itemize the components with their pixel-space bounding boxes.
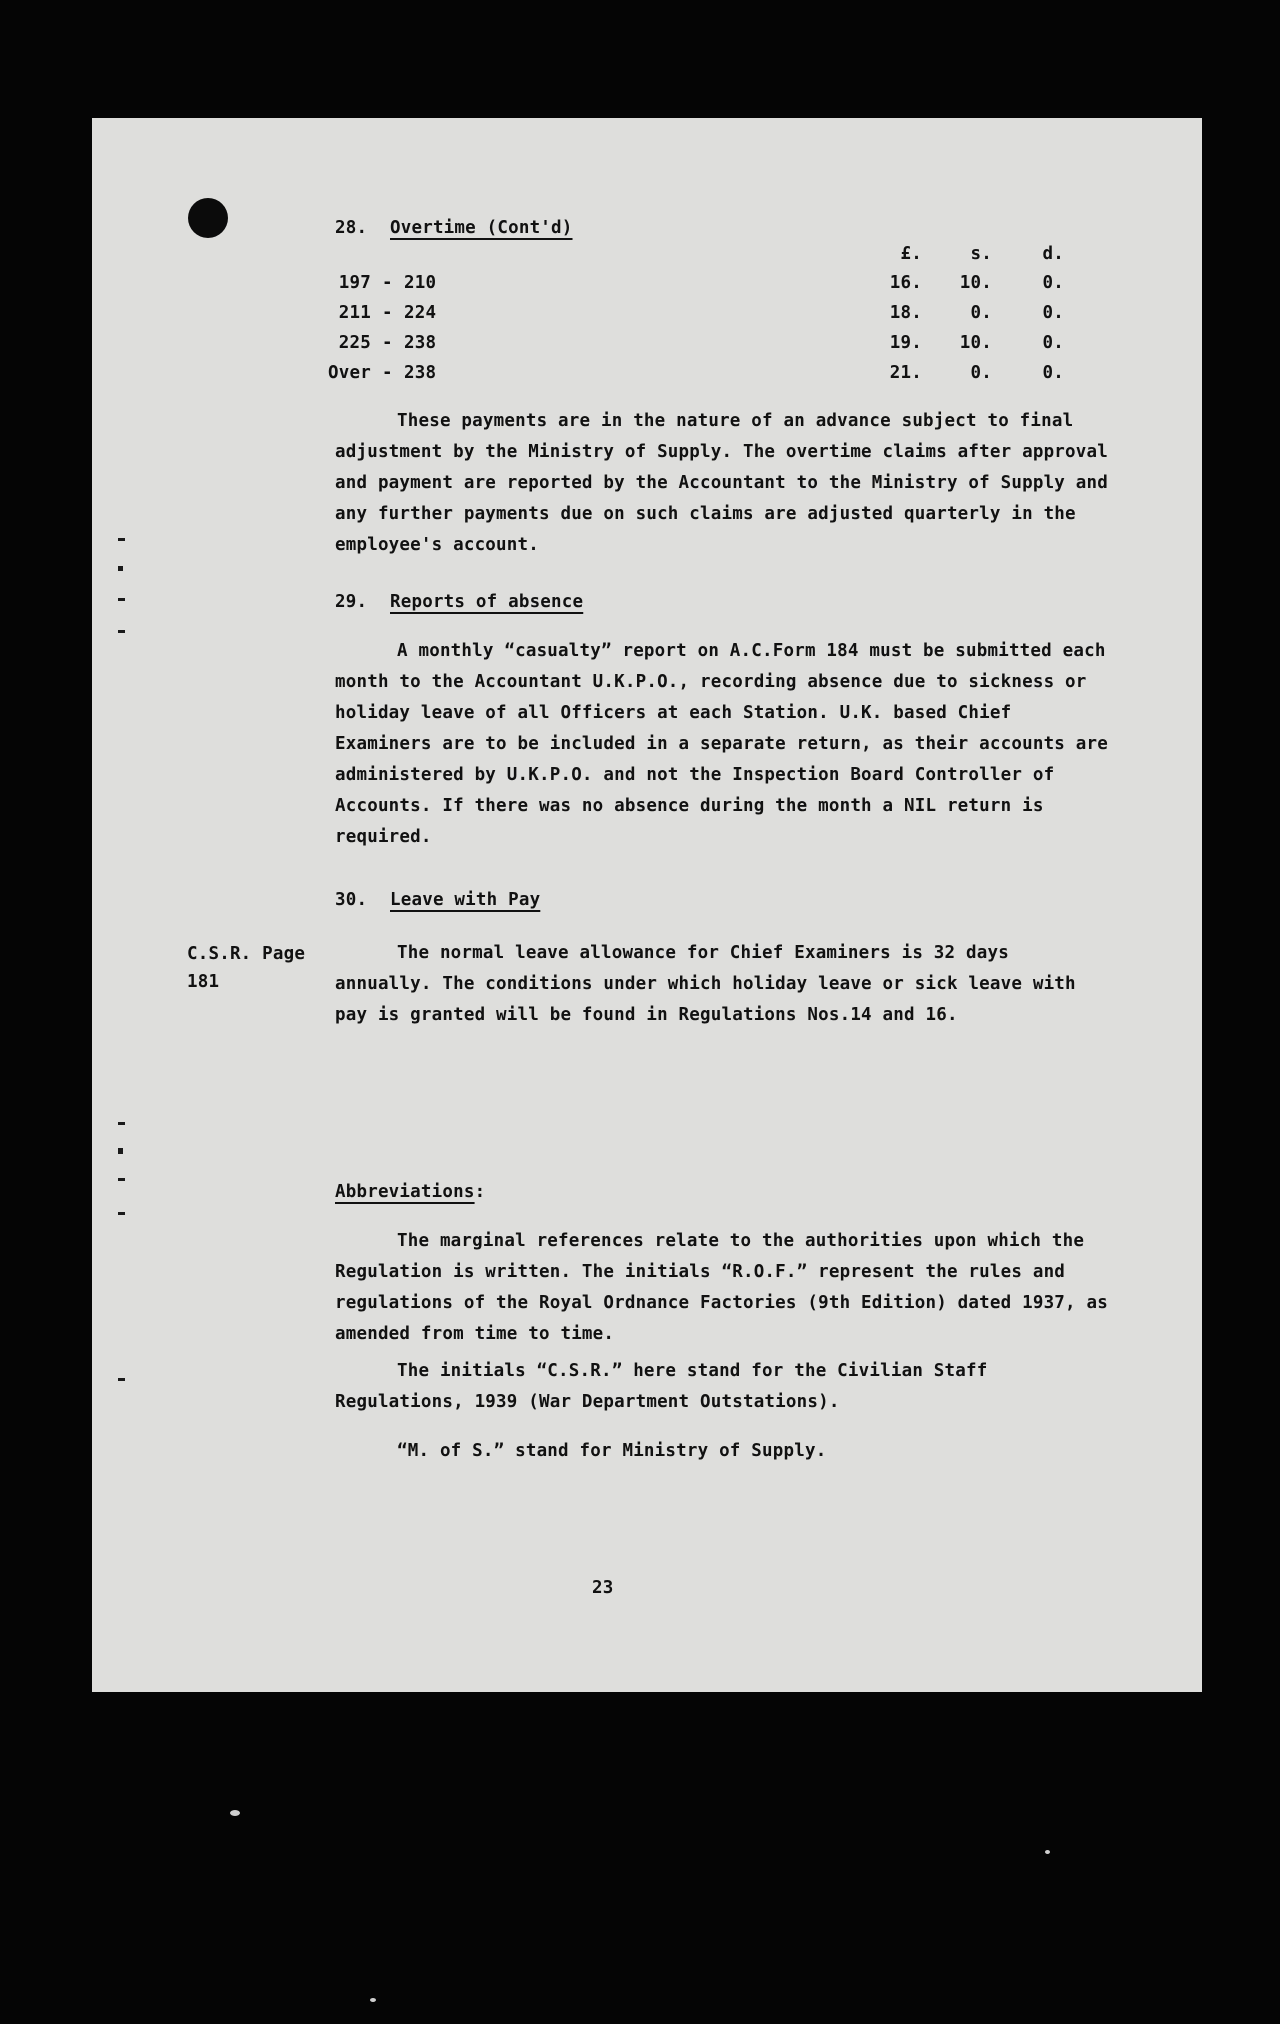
amount-pence: 0. (1042, 273, 1064, 293)
scan-speck (230, 1810, 240, 1816)
amount-pounds: 16. (889, 273, 922, 293)
amount-pounds: 21. (889, 363, 922, 383)
scan-speck (370, 1998, 376, 2002)
abbreviations-text-3: “M. of S.” stand for Ministry of Supply. (397, 1441, 827, 1461)
abbreviations-heading: Abbreviations (335, 1182, 475, 1202)
margin-mark (118, 630, 125, 633)
amount-shillings: 0. (970, 303, 992, 323)
scan-speck (1045, 1850, 1050, 1854)
range-to: 238 (404, 333, 437, 353)
range-to: 210 (404, 273, 437, 293)
section-28-heading: Overtime (Cont'd) (390, 218, 573, 238)
abbreviations-paragraph-1 (335, 1226, 1115, 1350)
section-28-paragraph (335, 406, 1115, 561)
header-pence: d. (1042, 244, 1064, 264)
range-from: 211 (338, 303, 371, 323)
margin-mark (118, 1378, 125, 1381)
abbreviations-paragraph-3 (335, 1436, 1115, 1467)
punch-hole-icon (188, 198, 228, 238)
range-from: 197 (338, 273, 371, 293)
section-29-text: A monthly “casualty” report on A.C.Form 184 must be submitted each month to the Accountant U.K.P.O., recording absence due to sickness or holiday leave of all Officers at each Station. U.K. based Chief Examiners are to be included in a separate return, as their accounts are administered by U.K.P.O. and not the Inspection Board Controller of Accounts. If there was no absence during the month a NIL return is required. (335, 641, 1108, 847)
range-separator: - (382, 303, 393, 323)
margin-reference-line: C.S.R. Page (187, 944, 306, 964)
page-number: 23 (592, 1578, 614, 1598)
margin-mark (118, 566, 123, 571)
amount-shillings: 10. (959, 333, 992, 353)
margin-mark (118, 538, 125, 541)
range-from: 225 (338, 333, 371, 353)
amount-pence: 0. (1042, 303, 1064, 323)
range-separator: - (382, 363, 393, 383)
range-separator: - (382, 273, 393, 293)
amount-shillings: 10. (959, 273, 992, 293)
header-pounds: £. (900, 244, 922, 264)
margin-mark (118, 1178, 125, 1181)
amount-pence: 0. (1042, 363, 1064, 383)
margin-reference-page: 181 (187, 972, 220, 992)
margin-mark (118, 1122, 125, 1125)
range-to: 224 (404, 303, 437, 323)
range-to: 238 (404, 363, 437, 383)
abbreviations-heading-row (335, 1182, 485, 1202)
margin-mark (118, 1148, 123, 1154)
abbreviations-paragraph-2 (335, 1356, 1115, 1418)
margin-mark (118, 1212, 125, 1215)
section-29-paragraph (335, 636, 1115, 853)
margin-mark (118, 598, 125, 601)
range-separator: - (382, 333, 393, 353)
section-30-text: The normal leave allowance for Chief Examiners is 32 days annually. The conditions under which holiday leave or sick leave with pay is granted will be found in Regulations Nos.14 and 16. (335, 943, 1076, 1025)
section-30-number: 30. (335, 890, 368, 910)
header-shillings: s. (970, 244, 992, 264)
section-29-heading: Reports of absence (390, 592, 584, 612)
abbreviations-text-1: The marginal references relate to the authorities upon which the Regulation is written. The initials “R.O.F.” represent the rules and regulations of the Royal Ordnance Factories (9th Edition) dated 1937, as amended from time to time. (335, 1231, 1108, 1344)
amount-pounds: 18. (889, 303, 922, 323)
abbreviations-colon: : (474, 1182, 486, 1202)
section-28-number: 28. (335, 218, 368, 238)
section-29-number: 29. (335, 592, 368, 612)
amount-pounds: 19. (889, 333, 922, 353)
margin-reference (187, 944, 305, 992)
section-30-heading: Leave with Pay (390, 890, 541, 910)
abbreviations-text-2: The initials “C.S.R.” here stand for the Civilian Staff Regulations, 1939 (War Department Outstations). (335, 1361, 988, 1412)
amount-pence: 0. (1042, 333, 1064, 353)
range-from: Over (328, 363, 371, 383)
document-page (92, 118, 1202, 1692)
amount-shillings: 0. (970, 363, 992, 383)
section-30-paragraph (335, 938, 1115, 1031)
section-28-text: These payments are in the nature of an advance subject to final adjustment by the Ministry of Supply. The overtime claims after approval and payment are reported by the Accountant to the Ministry of Supply and any further payments due on such claims are adjusted quarterly in the employee's account. (335, 411, 1108, 555)
